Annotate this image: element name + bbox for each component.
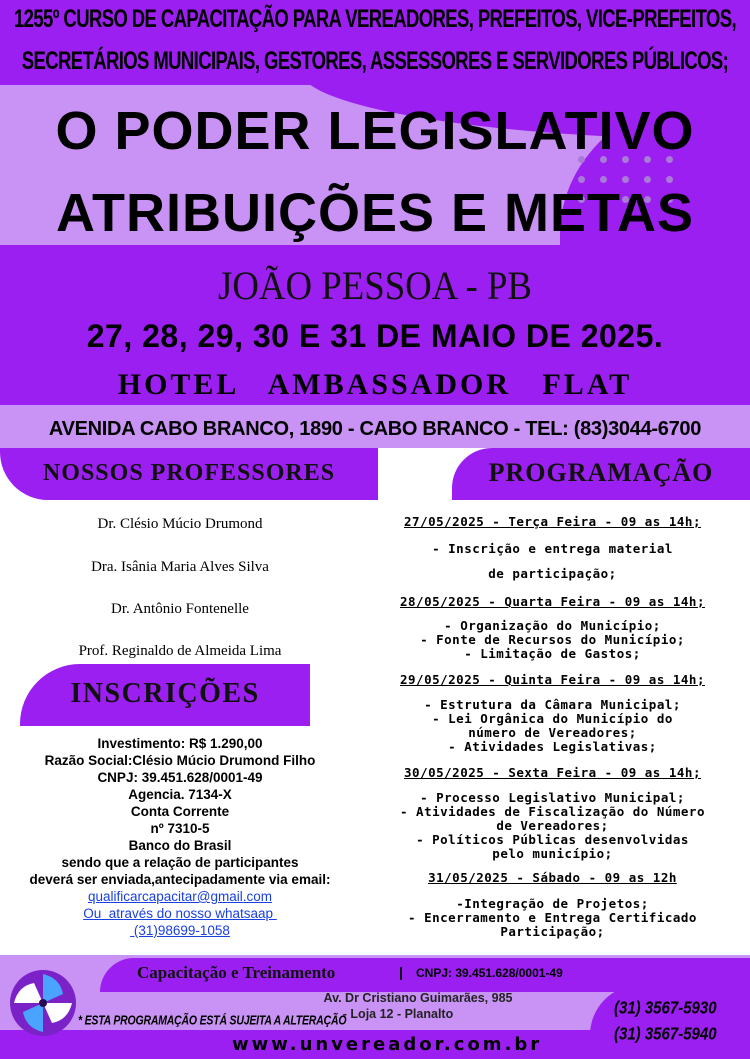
footer-phone-2: (31) 3567-5940 (614, 1024, 717, 1045)
day-date: 27/05/2025 - Terça Feira - 09 as 14h; (404, 514, 701, 529)
account-type: Conta Corrente (130, 804, 230, 819)
day-item: - Fonte de Recursos do Município; (420, 632, 685, 647)
pinwheel-logo (8, 968, 78, 1038)
footer-phone-1: (31) 3567-5930 (614, 998, 717, 1019)
day-item: - Encerramento e Entrega Certificado (408, 910, 697, 925)
whatsapp-row (0, 905, 360, 922)
day-item: - Limitação de Gastos; (464, 646, 641, 661)
title-line-1: O PODER LEGISLATIVO (55, 101, 695, 161)
agency: Agencia. 7134-X (128, 787, 232, 802)
day-item: -Integração de Projetos; (456, 896, 649, 911)
day-date: 29/05/2025 - Quinta Feira - 09 as 14h; (400, 672, 705, 687)
whatsapp-number-link[interactable]: (31)98699-1058 (130, 923, 230, 938)
course-line-1: 1255º CURSO DE CAPACITAÇÃO PARA VEREADORES, PREFEITOS, VICE-PREFEITOS, (13, 4, 737, 33)
footer-separator: | (399, 964, 403, 980)
course-line-2: SECRETÁRIOS MUNICIPAIS, GESTORES, ASSESSORES E SERVIDORES PÚBLICOS; (21, 46, 729, 75)
professor-name: Dr. Clésio Múcio Drumond (97, 516, 263, 532)
company-name: Razão Social:Clésio Múcio Drumond Filho (44, 753, 316, 768)
day-item: pelo município; (492, 846, 613, 861)
day-item: - Inscrição e entrega material (432, 541, 673, 556)
event-dates: 27, 28, 29, 30 E 31 DE MAIO DE 2025. (86, 318, 664, 354)
bank-name: Banco do Brasil (128, 838, 232, 853)
programacao-heading: PROGRAMAÇÃO (488, 458, 714, 487)
day-item: - Atividades Legislativas; (448, 739, 657, 754)
day-item: número de Vereadores; (468, 725, 637, 740)
instructions-line: deverá ser enviada,antecipadamente via email: (29, 872, 331, 887)
day-date: 31/05/2025 - Sábado - 09 as 12h (428, 870, 677, 885)
professor-name: Dr. Antônio Fontenelle (111, 601, 249, 617)
day-item: - Processo Legislativo Municipal; (420, 790, 685, 805)
account-number: nº 7310-5 (150, 821, 210, 836)
hotel-address: AVENIDA CABO BRANCO, 1890 - CABO BRANCO - TEL: (83)3044-6700 (48, 418, 702, 440)
footer-notice: * ESTA PROGRAMAÇÃO ESTÁ SUJEITA A ALTERAÇÃO (78, 1013, 347, 1029)
footer-website[interactable]: www.unvereador.com.br (232, 1034, 543, 1055)
email-row (0, 888, 360, 905)
professors-heading: NOSSOS PROFESSORES (42, 460, 336, 486)
city: JOÃO PESSOA - PB (218, 263, 532, 308)
professor-name: Prof. Reginaldo de Almeida Lima (78, 643, 282, 659)
title-line-2: ATRIBUIÇÕES E METAS (55, 183, 695, 243)
day-item: - Políticos Públicas desenvolvidas (416, 832, 689, 847)
whatsapp-number-row (0, 922, 360, 939)
footer-address-2: - Loja 12 - Planalto (342, 1007, 454, 1021)
instructions-line: sendo que a relação de participantes (61, 855, 299, 870)
day-item: - Atividades de Fiscalização do Número (400, 804, 705, 819)
email-link[interactable]: qualificarcapacitar@gmail.com (87, 889, 273, 904)
day-date: 28/05/2025 - Quarta Feira - 09 as 14h; (400, 594, 705, 609)
inscricoes-heading: INSCRIÇÕES (70, 678, 260, 709)
day-item: de participação; (488, 566, 617, 581)
day-item: Participação; (500, 924, 605, 939)
investment: Investimento: R$ 1.290,00 (97, 736, 263, 751)
footer-right-panel (590, 985, 750, 1059)
day-item: - Estrutura da Câmara Municipal; (424, 697, 681, 712)
day-item: - Organização do Município; (444, 618, 661, 633)
footer-cnpj: CNPJ: 39.451.628/0001-49 (416, 966, 563, 980)
day-item: de Vereadores; (496, 818, 609, 833)
footer-address-1: Av. Dr Cristiano Guimarães, 985 (323, 991, 513, 1005)
cnpj: CNPJ: 39.451.628/0001-49 (97, 770, 263, 785)
footer-brand: Capacitação e Treinamento (137, 963, 336, 982)
day-date: 30/05/2025 - Sexta Feira - 09 as 14h; (404, 765, 701, 780)
hotel-name: HOTEL AMBASSADOR FLAT (117, 368, 633, 401)
whatsapp-link[interactable]: Ou através do nosso whatsaap (83, 906, 277, 921)
professor-name: Dra. Isânia Maria Alves Silva (91, 559, 269, 575)
day-item: - Lei Orgânica do Município do (432, 711, 673, 726)
